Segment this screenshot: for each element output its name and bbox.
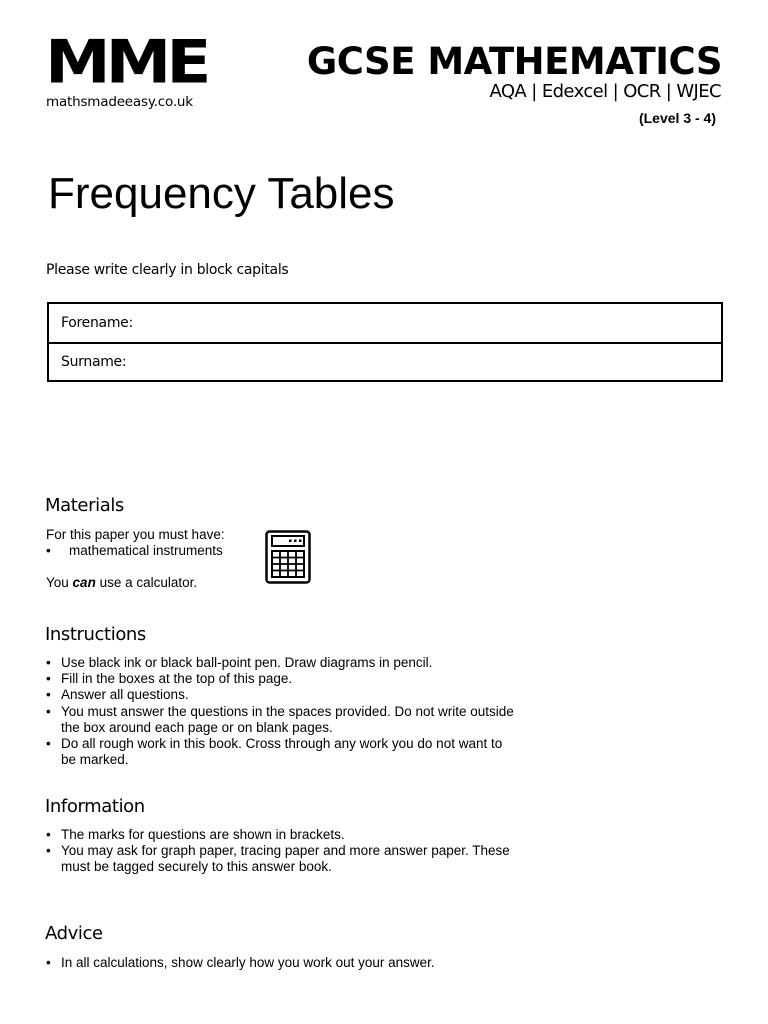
list-item: • The marks for questions are shown in brackets. bbox=[46, 827, 516, 843]
mme-logo: MME bbox=[45, 27, 207, 97]
page-title: Frequency Tables bbox=[48, 169, 395, 218]
materials-item-text: mathematical instruments bbox=[69, 543, 223, 558]
information-heading: Information bbox=[45, 796, 145, 817]
list-item: • In all calculations, show clearly how you work out your answer. bbox=[46, 955, 516, 971]
materials-heading: Materials bbox=[45, 495, 124, 516]
name-box bbox=[47, 302, 723, 382]
exam-boards: AQA | Edexcel | OCR | WJEC bbox=[489, 81, 721, 102]
write-note: Please write clearly in block capitals bbox=[46, 262, 289, 278]
instructions-heading: Instructions bbox=[45, 624, 146, 645]
list-item: • You must answer the questions in the spaces provided. Do not write outside the box around each page or on blank pages. bbox=[46, 704, 516, 736]
advice-heading: Advice bbox=[45, 923, 103, 944]
materials-intro: For this paper you must have: bbox=[46, 527, 225, 542]
calculator-emphasis: can bbox=[72, 575, 96, 590]
list-item: • Do all rough work in this book. Cross through any work you do not want to be marked. bbox=[46, 736, 516, 768]
information-list bbox=[46, 827, 516, 876]
level-label: (Level 3 - 4) bbox=[638, 110, 716, 126]
calculator-icon bbox=[265, 530, 311, 584]
list-item: • Fill in the boxes at the top of this page. bbox=[46, 671, 516, 687]
instructions-list bbox=[46, 655, 516, 768]
materials-item: • mathematical instruments bbox=[46, 543, 223, 558]
logo-website: mathsmadeeasy.co.uk bbox=[46, 94, 193, 110]
list-item: • Use black ink or black ball-point pen. Draw diagrams in pencil. bbox=[46, 655, 516, 671]
list-item: • Answer all questions. bbox=[46, 687, 516, 703]
calculator-note: You can use a calculator. bbox=[46, 575, 198, 590]
advice-list bbox=[46, 955, 516, 971]
subject-title: GCSE MATHEMATICS bbox=[306, 40, 722, 83]
forename-label: Forename: bbox=[61, 315, 133, 331]
forename-field[interactable] bbox=[49, 304, 721, 342]
surname-field[interactable] bbox=[49, 342, 721, 380]
list-item: • You may ask for graph paper, tracing paper and more answer paper. These must be tagged securely to this answer book. bbox=[46, 843, 516, 875]
surname-label: Surname: bbox=[61, 354, 127, 370]
